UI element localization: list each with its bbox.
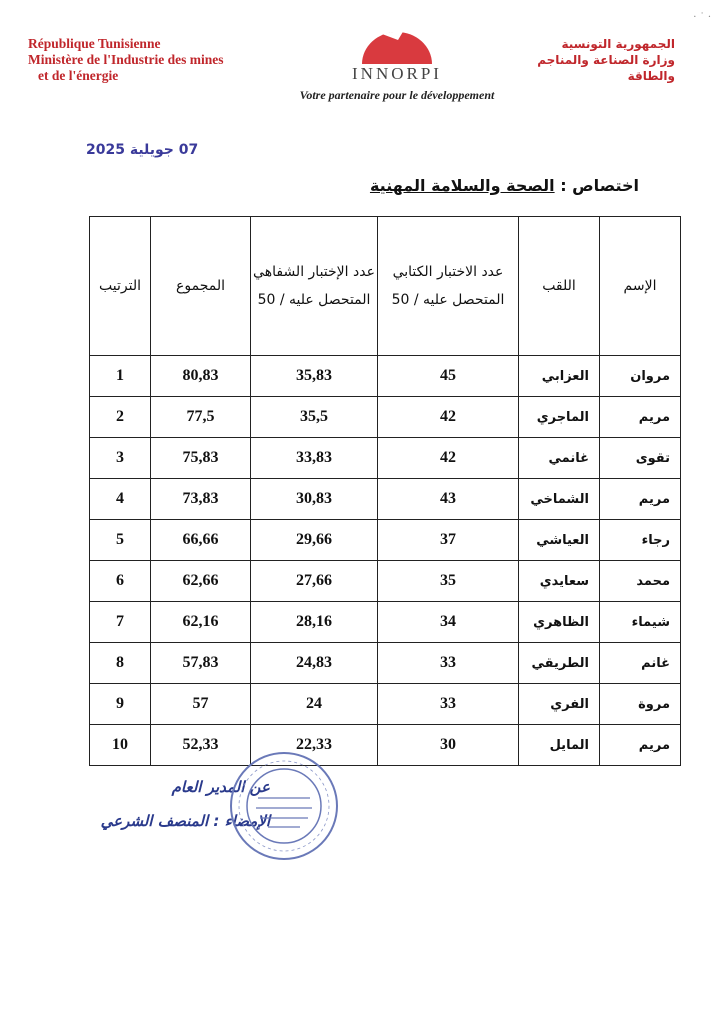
signature-line-signatory: الإمضاء : المنصف الشرعي xyxy=(100,812,270,830)
cell-written-score: 30 xyxy=(378,725,519,766)
cell-rank: 7 xyxy=(90,602,151,643)
cell-oral-score: 24 xyxy=(251,684,378,725)
header-left-line: et de l'énergie xyxy=(38,68,119,83)
header-oral-score: عدد الإختبار الشفاهي المتحصل عليه / 50 xyxy=(251,217,378,356)
cell-total: 62,66 xyxy=(151,561,251,602)
date-month: جويلية xyxy=(129,142,174,158)
cell-written-score: 33 xyxy=(378,684,519,725)
header-right-arabic xyxy=(475,36,675,84)
cell-first-name: شيماء xyxy=(600,602,681,643)
cell-first-name: محمد xyxy=(600,561,681,602)
header-written-score: عدد الاختبار الكتابي المتحصل عليه / 50 xyxy=(378,217,519,356)
table-row xyxy=(90,520,681,561)
cell-total: 57,83 xyxy=(151,643,251,684)
cell-oral-score: 29,66 xyxy=(251,520,378,561)
table-header-row xyxy=(90,217,681,356)
header-first-name: الإسم xyxy=(600,217,681,356)
table-row xyxy=(90,725,681,766)
header-last-name: اللقب xyxy=(519,217,600,356)
cell-total: 77,5 xyxy=(151,397,251,438)
cell-last-name: الظاهري xyxy=(519,602,600,643)
specialty-value: الصحة والسلامة المهنية xyxy=(369,176,555,195)
cell-total: 73,83 xyxy=(151,479,251,520)
specialty-heading xyxy=(370,176,639,195)
cell-total: 75,83 xyxy=(151,438,251,479)
cell-last-name: الشماخي xyxy=(519,479,600,520)
table-row xyxy=(90,479,681,520)
cell-written-score: 37 xyxy=(378,520,519,561)
cell-first-name: مروان xyxy=(600,356,681,397)
official-stamp-icon xyxy=(228,750,340,862)
innorpi-logo xyxy=(292,30,502,106)
cell-last-name: المايل xyxy=(519,725,600,766)
cell-oral-score: 22,33 xyxy=(251,725,378,766)
cell-first-name: مريم xyxy=(600,397,681,438)
cell-oral-score: 35,5 xyxy=(251,397,378,438)
cell-total: 80,83 xyxy=(151,356,251,397)
cell-oral-score: 30,83 xyxy=(251,479,378,520)
cell-rank: 6 xyxy=(90,561,151,602)
cell-oral-score: 35,83 xyxy=(251,356,378,397)
cell-total: 57 xyxy=(151,684,251,725)
cell-last-name: الماجري xyxy=(519,397,600,438)
cell-written-score: 42 xyxy=(378,438,519,479)
cell-rank: 3 xyxy=(90,438,151,479)
cell-written-score: 35 xyxy=(378,561,519,602)
table-row xyxy=(90,356,681,397)
cell-last-name: غانمي xyxy=(519,438,600,479)
cell-total: 52,33 xyxy=(151,725,251,766)
header-left-line: République Tunisienne xyxy=(28,36,161,51)
cell-written-score: 33 xyxy=(378,643,519,684)
cell-written-score: 34 xyxy=(378,602,519,643)
cell-total: 62,16 xyxy=(151,602,251,643)
cell-oral-score: 28,16 xyxy=(251,602,378,643)
header-right-line: وزارة الصناعة والمناجم xyxy=(537,53,675,67)
logo-sun-icon xyxy=(342,30,452,66)
corner-marks: · ˙ · xyxy=(693,12,711,23)
cell-first-name: مريم xyxy=(600,479,681,520)
date-stamp xyxy=(86,142,198,158)
cell-rank: 4 xyxy=(90,479,151,520)
table-row xyxy=(90,561,681,602)
cell-written-score: 43 xyxy=(378,479,519,520)
header-rank: الترتيب xyxy=(90,217,151,356)
cell-last-name: الفري xyxy=(519,684,600,725)
cell-first-name: رجاء xyxy=(600,520,681,561)
cell-last-name: سعايدي xyxy=(519,561,600,602)
table-row xyxy=(90,397,681,438)
results-table xyxy=(89,216,681,766)
cell-first-name: مروة xyxy=(600,684,681,725)
specialty-label: اختصاص : xyxy=(560,176,639,195)
header-total: المجموع xyxy=(151,217,251,356)
cell-rank: 9 xyxy=(90,684,151,725)
cell-rank: 8 xyxy=(90,643,151,684)
cell-rank: 2 xyxy=(90,397,151,438)
table-row xyxy=(90,602,681,643)
cell-rank: 5 xyxy=(90,520,151,561)
cell-written-score: 45 xyxy=(378,356,519,397)
table-row xyxy=(90,684,681,725)
header-left-french xyxy=(28,36,258,84)
logo-text: INNORPI xyxy=(352,64,442,83)
header-left-line: Ministère de l'Industrie des mines xyxy=(28,52,224,67)
cell-rank: 1 xyxy=(90,356,151,397)
cell-total: 66,66 xyxy=(151,520,251,561)
cell-written-score: 42 xyxy=(378,397,519,438)
cell-last-name: العزابي xyxy=(519,356,600,397)
signature-line-director: عن المدير العام xyxy=(171,778,270,796)
logo-tagline: Votre partenaire pour le développement xyxy=(299,88,495,102)
cell-rank: 10 xyxy=(90,725,151,766)
table-row xyxy=(90,438,681,479)
date-day: 07 xyxy=(178,142,199,158)
cell-last-name: العياشي xyxy=(519,520,600,561)
header-right-line: والطاقة xyxy=(627,69,675,83)
cell-oral-score: 24,83 xyxy=(251,643,378,684)
cell-first-name: مريم xyxy=(600,725,681,766)
cell-oral-score: 27,66 xyxy=(251,561,378,602)
date-year: 2025 xyxy=(86,142,125,158)
cell-oral-score: 33,83 xyxy=(251,438,378,479)
header-right-line: الجمهورية التونسية xyxy=(561,37,675,51)
cell-first-name: غانم xyxy=(600,643,681,684)
cell-last-name: الطريقي xyxy=(519,643,600,684)
cell-first-name: تقوى xyxy=(600,438,681,479)
table-row xyxy=(90,643,681,684)
